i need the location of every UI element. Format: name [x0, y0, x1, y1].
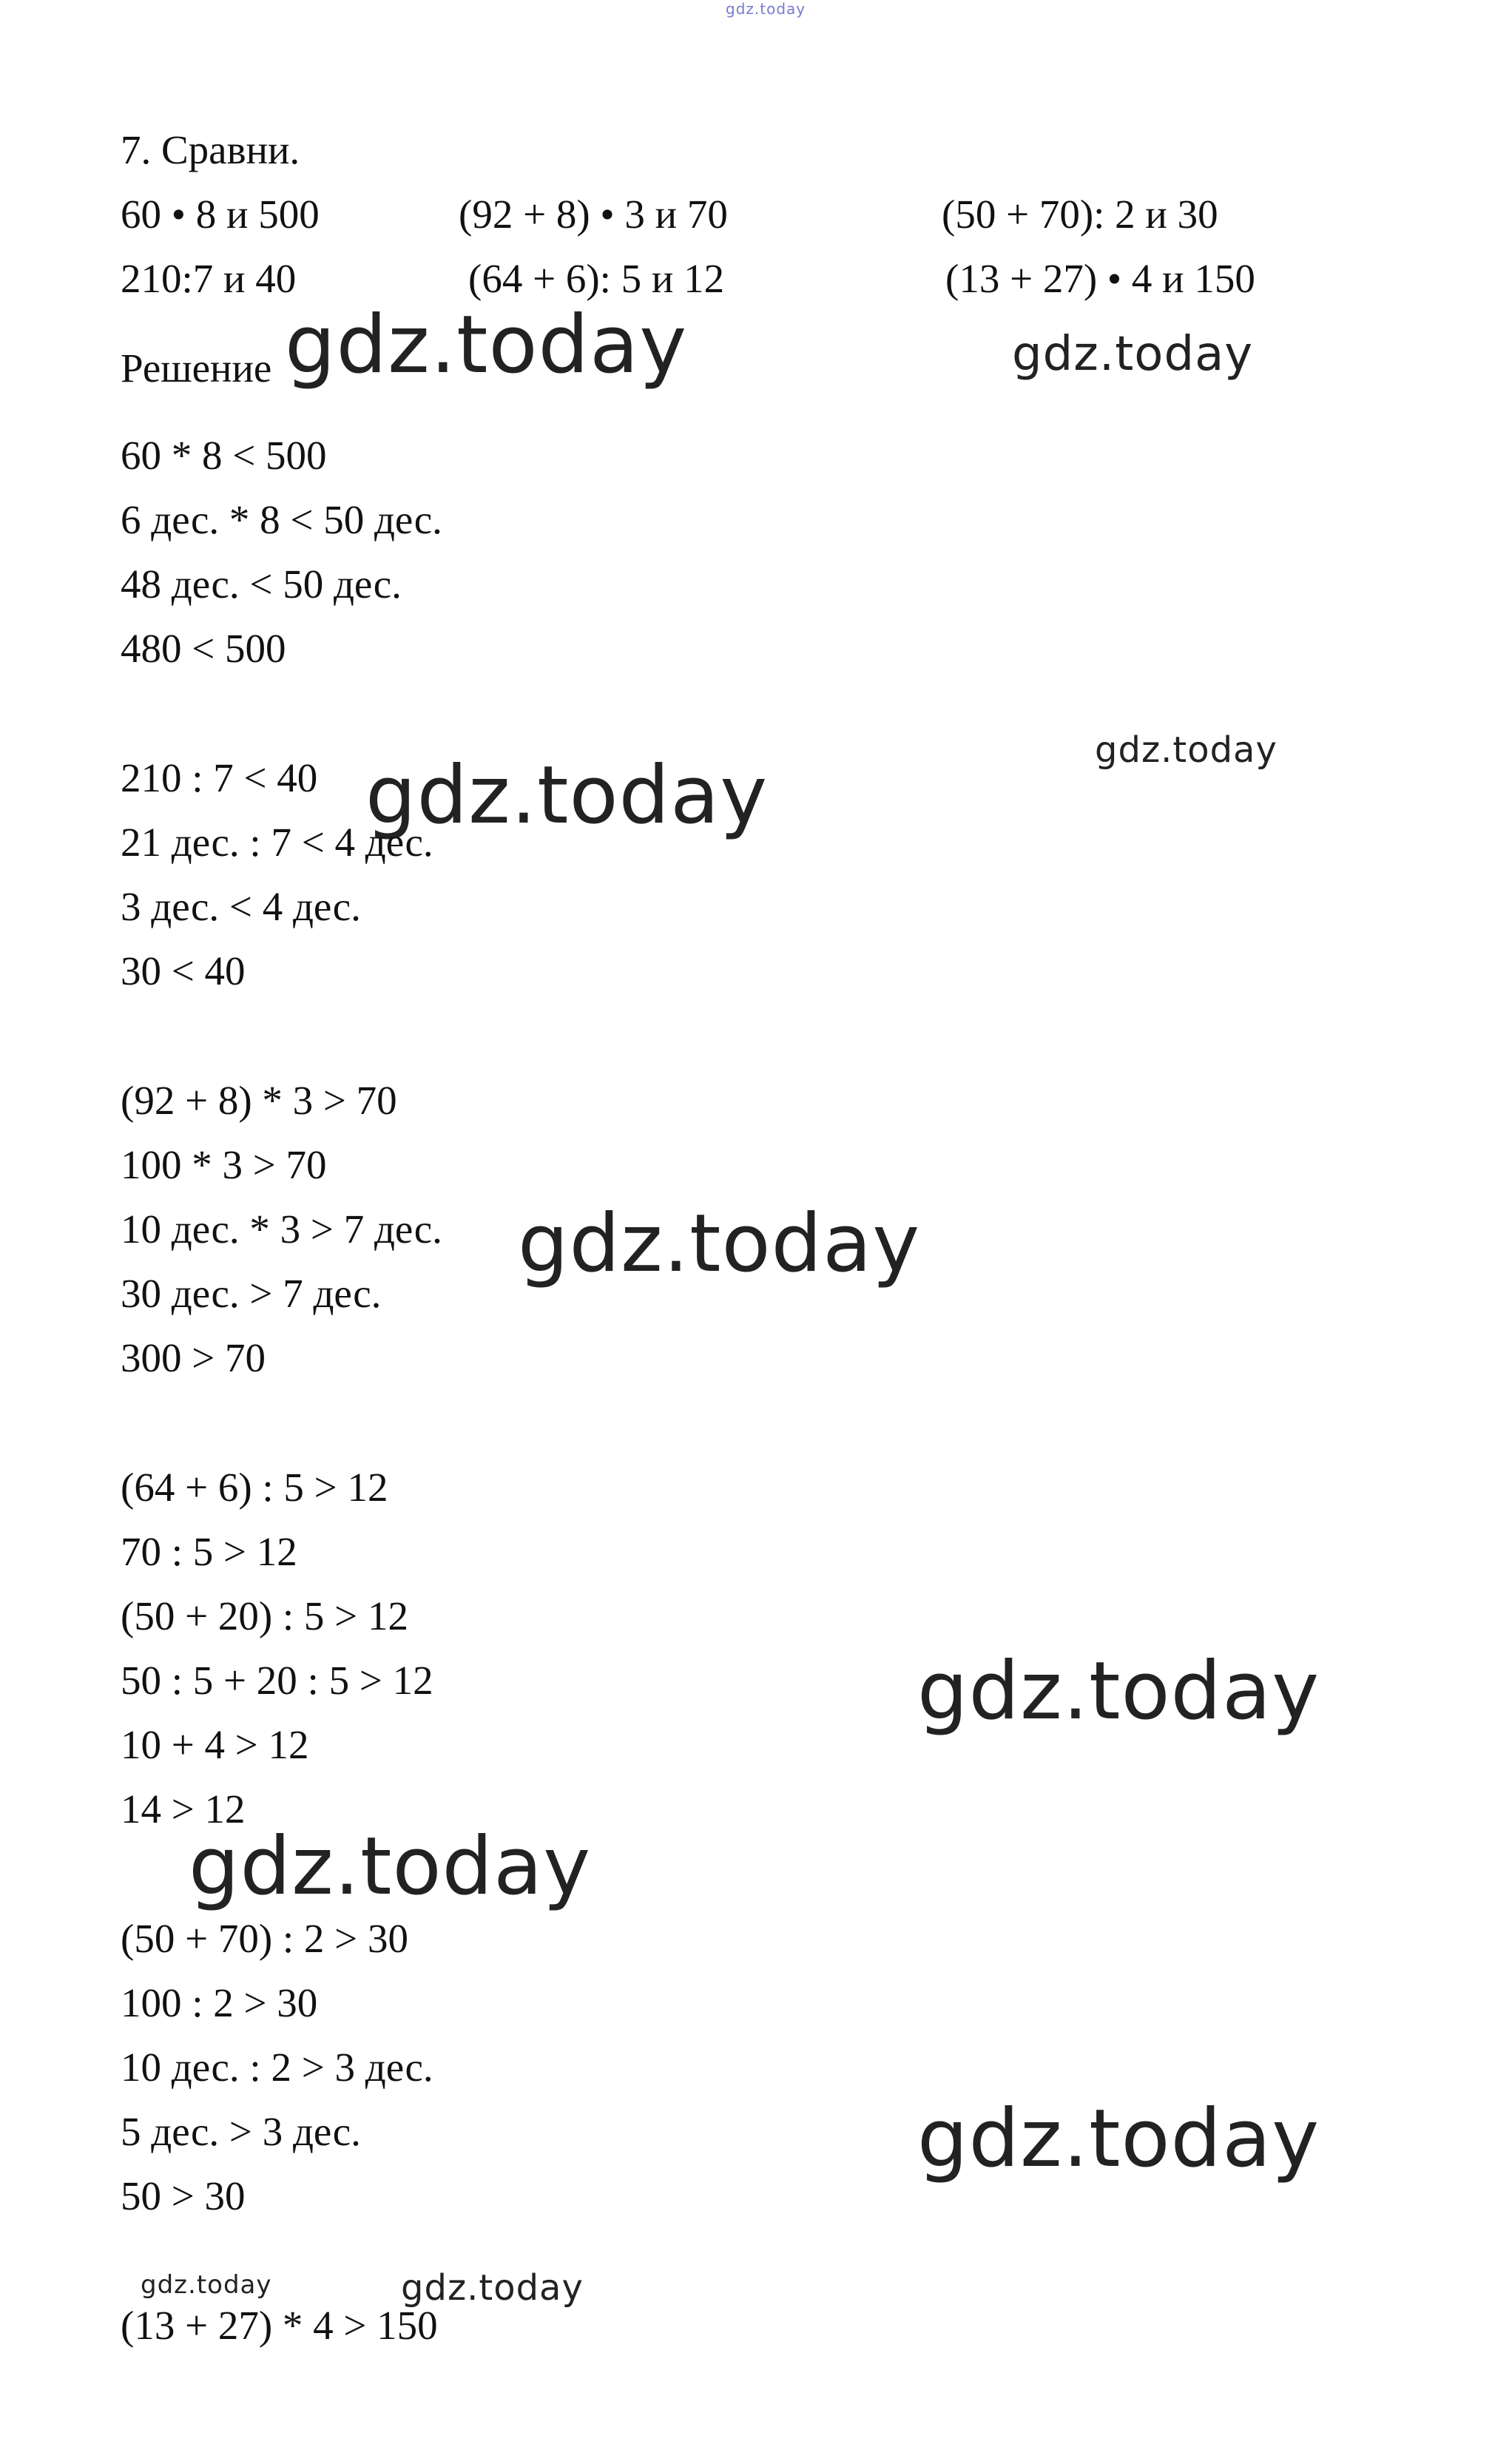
solution-line: 60 * 8 < 500	[121, 433, 327, 478]
solution-line: 5 дес. > 3 дес.	[121, 2109, 361, 2154]
task-expression: (13 + 27) • 4 и 150	[945, 256, 1255, 301]
solution-line: (50 + 20) : 5 > 12	[121, 1593, 408, 1638]
solution-line: 50 : 5 + 20 : 5 > 12	[121, 1658, 433, 1703]
solution-line: 30 < 40	[121, 948, 246, 993]
task-expression: (92 + 8) • 3 и 70	[459, 192, 728, 237]
solution-line: 480 < 500	[121, 626, 286, 671]
solution-line: 210 : 7 < 40	[121, 755, 318, 800]
solution-line: (64 + 6) : 5 > 12	[121, 1465, 388, 1510]
solution-line: 3 дес. < 4 дес.	[121, 884, 361, 929]
solution-line: (50 + 70) : 2 > 30	[121, 1916, 408, 1961]
solution-line: 21 дес. : 7 < 4 дес.	[121, 820, 433, 865]
task-expression: (50 + 70): 2 и 30	[942, 192, 1218, 237]
task-expression: 60 • 8 и 500	[121, 192, 320, 237]
watermark: gdz.today	[917, 1645, 1320, 1738]
solution-line: 100 : 2 > 30	[121, 1980, 318, 2025]
watermark: gdz.today	[401, 2267, 584, 2309]
solution-line: 10 дес. : 2 > 3 дес.	[121, 2045, 433, 2090]
watermark: gdz.today	[189, 1820, 592, 1913]
solution-line: 100 * 3 > 70	[121, 1142, 327, 1187]
watermark: gdz.today	[518, 1198, 921, 1290]
solution-label: Решение	[121, 345, 272, 391]
watermark: gdz.today	[285, 299, 688, 391]
watermark: gdz.today	[726, 0, 806, 18]
solution-line: 14 > 12	[121, 1786, 246, 1832]
watermark: gdz.today	[365, 749, 769, 842]
solution-line: 10 + 4 > 12	[121, 1722, 309, 1767]
solution-line: (92 + 8) * 3 > 70	[121, 1078, 397, 1123]
task-title: 7. Сравни.	[121, 127, 300, 172]
solution-line: 300 > 70	[121, 1335, 266, 1380]
solution-line: 10 дес. * 3 > 7 дес.	[121, 1206, 442, 1252]
solution-line: 70 : 5 > 12	[121, 1529, 297, 1574]
solution-line: 50 > 30	[121, 2173, 246, 2218]
solution-line: 30 дес. > 7 дес.	[121, 1271, 382, 1316]
task-expression: 210:7 и 40	[121, 256, 297, 301]
watermark: gdz.today	[141, 2270, 272, 2300]
watermark: gdz.today	[917, 2093, 1320, 2185]
solution-line: 6 дес. * 8 < 50 дес.	[121, 497, 442, 542]
solution-line: (13 + 27) * 4 > 150	[121, 2303, 438, 2348]
task-expression: (64 + 6): 5 и 12	[468, 256, 725, 301]
watermark: gdz.today	[1012, 327, 1254, 382]
watermark: gdz.today	[1095, 729, 1278, 771]
solution-line: 48 дес. < 50 дес.	[121, 561, 402, 607]
